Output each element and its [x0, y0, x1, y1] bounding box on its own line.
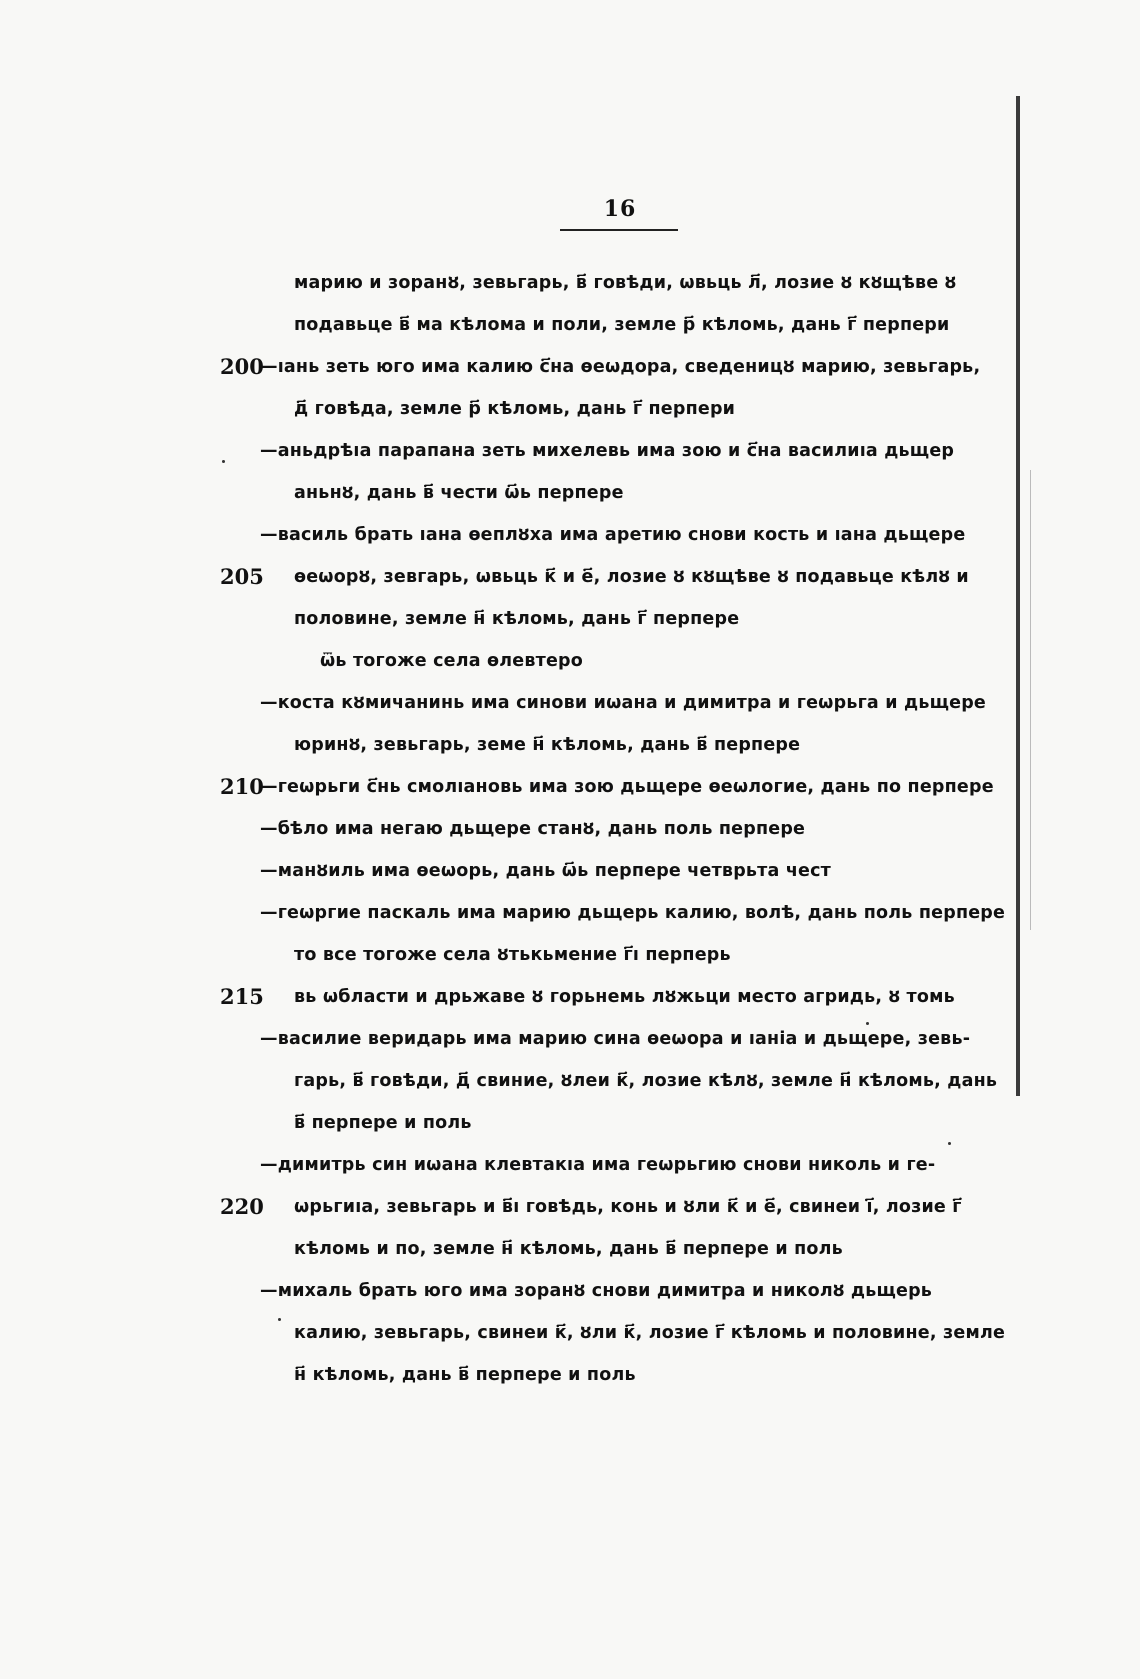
line-text: —коста кȣмичанинь има синови иѡана и димитра и геѡрьга и дьщере	[260, 693, 986, 713]
scan-speck	[866, 1022, 869, 1025]
scan-speck	[222, 460, 225, 463]
text-line	[220, 556, 1000, 598]
line-text: то все тогоже села ȣтькьмение г҃ı перперь	[294, 945, 731, 965]
line-text: калию, зевьгарь, свинеи к҃, ȣли к҃, лозие г҃ кѣломь и половине, земле	[294, 1323, 1006, 1343]
text-line	[220, 1354, 1000, 1396]
line-text: в҃ перпере и поль	[294, 1113, 472, 1133]
line-text: н҃ кѣломь, дань в҃ перпере и поль	[294, 1365, 636, 1385]
text-line	[220, 1186, 1000, 1228]
text-line	[220, 892, 1006, 934]
margin-faint-line	[1030, 470, 1031, 930]
text-line	[220, 808, 1000, 850]
text-line	[220, 304, 1000, 346]
line-number: 205	[220, 564, 264, 589]
text-line	[220, 724, 1000, 766]
text-line	[220, 1102, 1000, 1144]
line-text: юринȣ, зевьгарь, земе н҃ кѣломь, дань в҃ перпере	[294, 735, 801, 755]
text-line	[220, 346, 1000, 388]
line-number: 220	[220, 1194, 264, 1219]
page-number: 16	[603, 196, 637, 222]
line-number: 215	[220, 984, 264, 1009]
line-text: —ıань зеть юго има калию с҃на ѳеѡдора, сведеницȣ марию, зевьгарь,	[260, 357, 981, 377]
text-line	[220, 640, 1000, 682]
text-line	[220, 388, 1000, 430]
line-text: —василие веридарь има марию сина ѳеѡора и ıаніа и дьщере, зевь-	[260, 1029, 971, 1049]
line-text: —аньдрѣıа парапана зеть михелевь има зою и с҃на василиıа дьщер	[260, 441, 955, 461]
text-line	[220, 1270, 1000, 1312]
text-block	[220, 262, 1006, 1396]
line-text: марию и зоранȣ, зевьгарь, в҃ говѣди, ѡвьць л҃, лозие ȣ кȣщѣве ȣ	[294, 273, 957, 293]
line-text: —димитрь син иѡана клевтакıа има геѡрьгию снови николь и ге-	[260, 1155, 936, 1175]
text-line	[220, 598, 1000, 640]
line-text: вь ѡбласти и дрьжаве ȣ горьнемь лȣжьци место агридь, ȣ томь	[294, 987, 955, 1007]
line-text: кѣломь и по, земле н҃ кѣломь, дань в҃ перпере и поль	[294, 1239, 843, 1259]
text-line	[220, 1312, 1006, 1354]
line-text: аньнȣ, дань в҃ чести ѡ҃ь перпере	[294, 483, 624, 503]
text-line	[220, 1060, 1000, 1102]
line-text: —михаль брать юго има зоранȣ снови димитра и николȣ дьщерь	[260, 1281, 933, 1301]
text-line	[220, 682, 1000, 724]
line-text: гарь, в҃ говѣди, д҃ свиние, ȣлеи к҃, лозие кѣлȣ, земле н҃ кѣломь, дань	[294, 1071, 998, 1091]
text-line	[220, 1144, 1000, 1186]
text-line	[220, 262, 1000, 304]
text-line	[220, 1228, 1000, 1270]
line-text: ѡрьгиıа, зевьгарь и в҃ı говѣдь, конь и ȣли к҃ и е҃, свинеи і҃, лозие г҃	[294, 1197, 962, 1217]
text-line	[220, 514, 1000, 556]
line-text: —геѡргие паскаль има марию дьщерь калию, волѣ, дань поль перпере	[260, 903, 1006, 923]
line-text: —бѣло има негаю дьщере станȣ, дань поль перпере	[260, 819, 806, 839]
line-text: —манȣиль има ѳеѡорь, дань ѡ҃ь перпере четврьта чест	[260, 861, 832, 881]
line-text: подавьце в҃ ма кѣлома и поли, земле р҃ кѣломь, дань г҃ перпери	[294, 315, 950, 335]
text-line	[220, 430, 1000, 472]
line-text: ѳеѡорȣ, зевгарь, ѡвьць к҃ и е҃, лозие ȣ кȣщѣве ȣ подавьце кѣлȣ и	[294, 567, 969, 587]
text-line	[220, 472, 1000, 514]
margin-rule	[1016, 96, 1020, 1096]
text-line	[220, 934, 1000, 976]
line-text: —геѡрьги с҃нь смолıановь има зою дьщере ѳеѡлогие, дань по перпере	[260, 777, 994, 797]
text-line	[220, 1018, 1000, 1060]
scan-speck	[948, 1142, 951, 1145]
line-text: д҃ говѣда, земле р҃ кѣломь, дань г҃ перпери	[294, 399, 736, 419]
line-text: —василь брать ıана ѳеплȣха има аретию снови кость и ıана дьщере	[260, 525, 966, 545]
scan-speck	[278, 1318, 281, 1321]
page-number-underline	[560, 229, 678, 231]
line-text: ѿь тогоже села ѳлевтеро	[320, 651, 583, 671]
text-line	[220, 976, 1000, 1018]
line-number: 210	[220, 774, 264, 799]
line-text: половине, земле н҃ кѣломь, дань г҃ перпере	[294, 609, 740, 629]
text-line	[220, 766, 1000, 808]
line-number: 200	[220, 354, 264, 379]
text-line	[220, 850, 1000, 892]
